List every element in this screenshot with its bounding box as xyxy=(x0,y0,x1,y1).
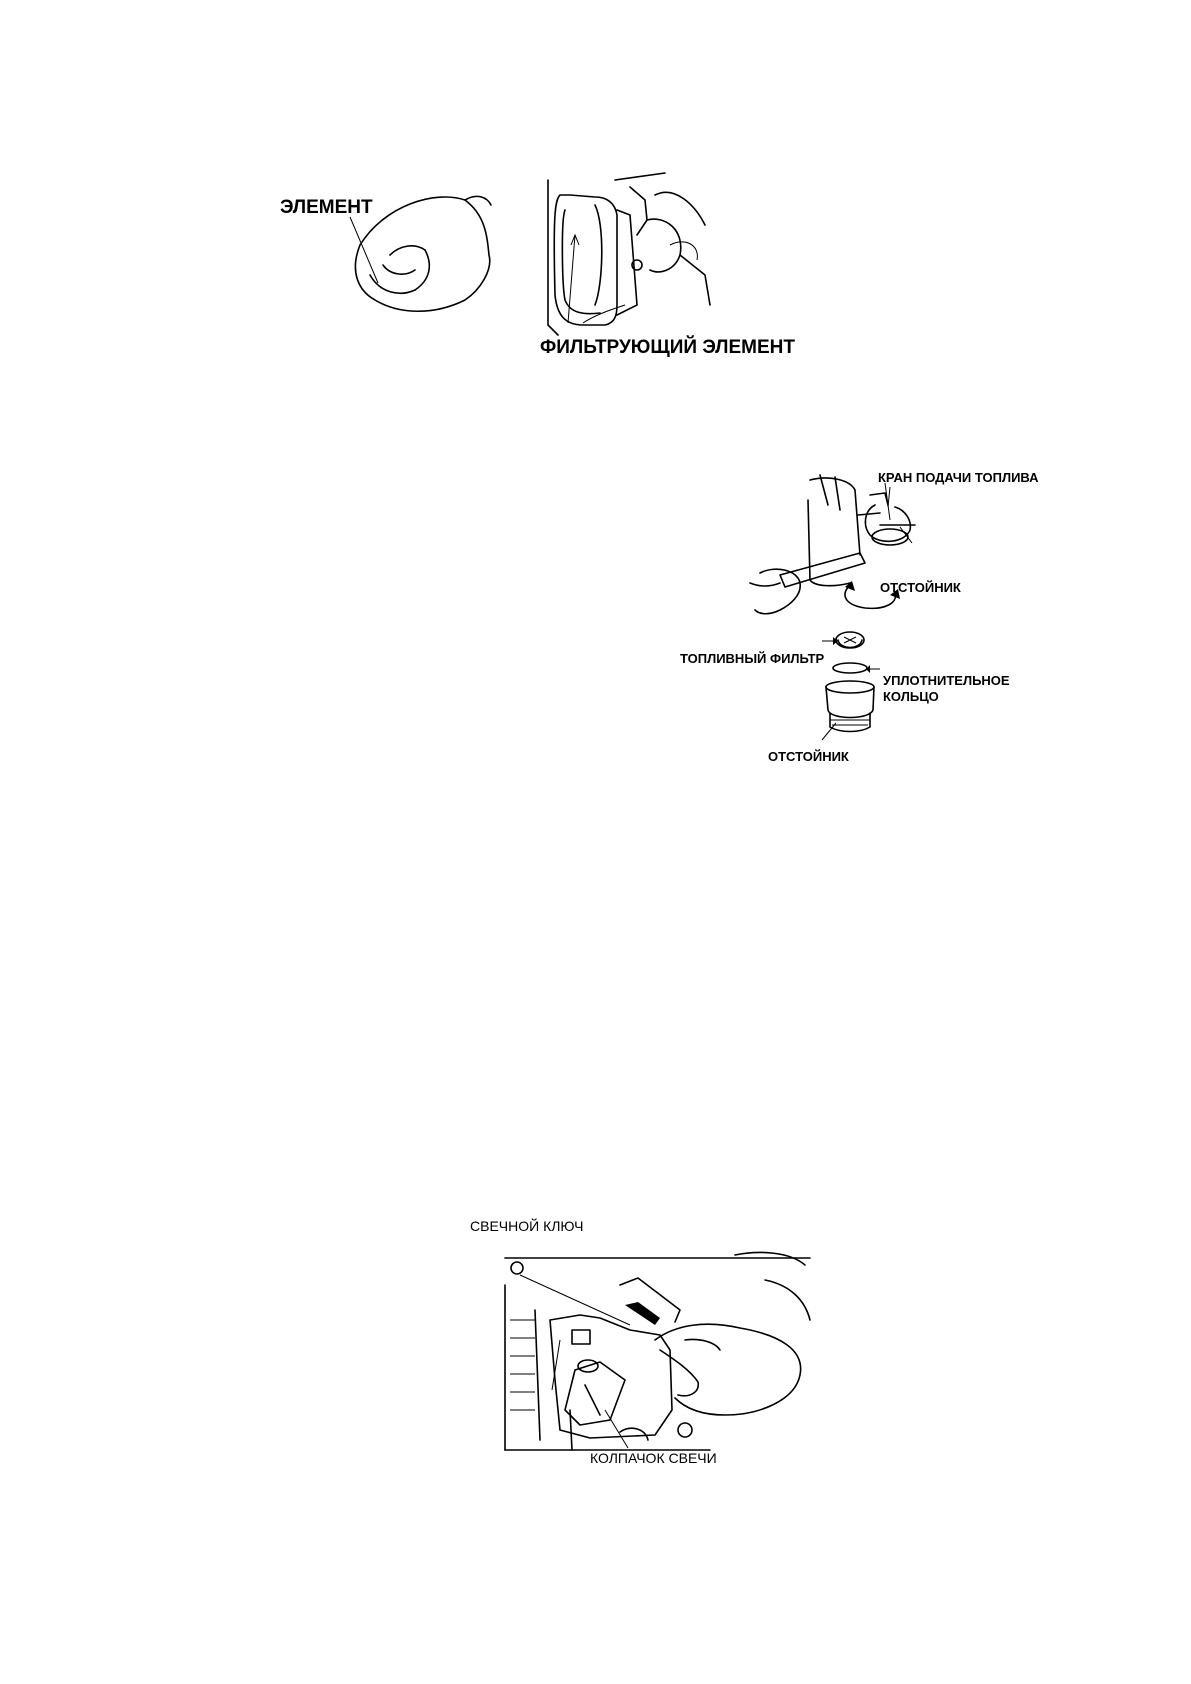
fuel-filter-label: ТОПЛИВНЫЙ ФИЛЬТР xyxy=(680,651,825,666)
air-filter-figure xyxy=(265,175,805,365)
seal-ring-label-line2: КОЛЬЦО xyxy=(883,689,939,704)
spark-cap-label: КОЛПАЧОК СВЕЧИ xyxy=(590,1450,717,1466)
fuel-valve-illustration xyxy=(740,465,1140,765)
fuel-valve-label: КРАН ПОДАЧИ ТОПЛИВА xyxy=(878,470,1039,485)
spark-wrench-label: СВЕЧНОЙ КЛЮЧ xyxy=(470,1218,584,1234)
spark-plug-figure xyxy=(460,1210,840,1480)
sediment-cup-label-top: ОТСТОЙНИК xyxy=(880,580,961,595)
filter-element-label: ФИЛЬТРУЮЩИЙ ЭЛЕМЕНТ xyxy=(540,337,795,358)
element-label: ЭЛЕМЕНТ xyxy=(280,197,373,218)
sediment-cup-label-bottom: ОТСТОЙНИК xyxy=(768,749,849,764)
spark-plug-illustration xyxy=(460,1210,840,1480)
fuel-sediment-cup-figure xyxy=(680,465,1140,765)
seal-ring-label-line1: УПЛОТНИТЕЛЬНОЕ xyxy=(883,673,1010,688)
